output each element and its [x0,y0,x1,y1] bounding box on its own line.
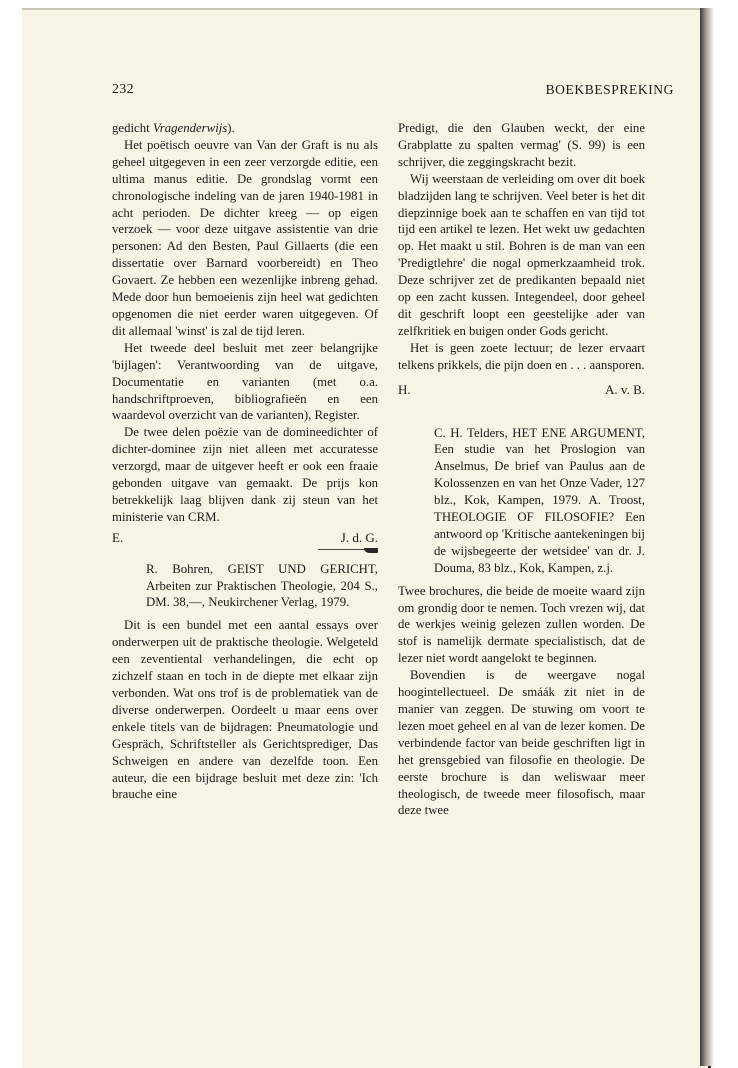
review-heading: C. H. Telders, HET ENE ARGUMENT, Een studie van het Proslogion van Anselmus, De brief van Paulus aan de Kolossenzen en van het Onze Vader, 127 blz., Kok, Kampen, 1979. A. Troost, THEOLOGIE OF FILOSOFIE? Een antwoord op 'Kritische aantekeningen bij de wijsbegeerte der wetsidee' van dr. J. Douma, 83 blz., Kok, Kampen, z.j. [434,425,645,575]
review-body: Twee brochures, die beide de moeite waard zijn om grondig door te nemen. Toch vrezen wij, dat de werkjes weinig gelezen zullen worden. De stof is namelijk dermate specialistisch, dat de lezer niet wordt aangelokt te beginnen. [398,583,645,666]
opening-line: gedicht Vragenderwijs). [112,121,235,135]
paragraph: Predigt, die den Glauben weckt, der eine Grabplatte zu spalten vermag' (S. 99) is een schrijver, die zeggingskracht bezit. [398,121,645,169]
page-number: 232 [112,82,134,97]
paragraph: Het poëtisch oeuvre van Van der Graft is nu als geheel uitgegeven in een zeer verzorgde editie, een ultima manus editie. De grondslag vormt een chronologische indeling van de jaren 1940-1981 in acht perioden. De dichter kreeg — op eigen verzoek — voor deze uitgave assistentie van drie personen: Ad den Besten, Paul Gillaerts (die een dissertatie over Barnard voorbereidt) en Theo Govaert. Ze hebben een wezenlijke inbreng gehad. Mede door hun bemoeienis zijn heel wat gedichten opgenomen die niet eerder waren uitgegeven. Of dit allemaal 'winst' is zal de tijd leren. [112,137,378,338]
poem-title: Vragenderwijs [152,121,228,135]
signature-author: A. v. B. [605,381,645,397]
left-column [112,120,378,803]
review-signature [112,530,378,547]
review-signature [398,382,645,399]
paragraph: Wij weerstaan de verleiding om over dit boek bladzijden lang te schrijven. Veel beter is het dit diepzinnige boek aan te schaffen en van tijd tot tijd een artikel te lezen. Het wekt uw gedachten op. Het maakt u stil. Bohren is de man van een 'Predigtlehre' die nogal opmerkzaamheid trok. Deze schrijver zet de predikanten bepaald niet op een zacht kussen. Integendeel, door geheel dit geschrift loopt een geestelijke ader van zelfkritiek en buigen onder Gods gericht. [398,171,645,338]
end-ornament [112,547,378,557]
running-head: BOEKBESPREKING [545,82,674,97]
scan-edge-shadow [700,8,714,1066]
review-heading: R. Bohren, GEIST UND GERICHT, Arbeiten zur Praktischen Theologie, 204 S., DM. 38,—, Neukirchener Verlag, 1979. [146,561,378,610]
paragraph: De twee delen poëzie van de domineedichter of dichter-dominee zijn niet alleen met accuratesse verzorgd, maar de uitgever heeft er ook een fraaie gebonden uitgave van gemaakt. De prijs kon betrekkelijk laag blijven dank zij steun van het ministerie van CRM. [112,425,378,524]
paragraph: Het tweede deel besluit met zeer belangrijke 'bijlagen': Verantwoording van de uitgave, Documentatie en varianten (met o.a. handschriftproeven, bibliografieën en een waardevol overzicht van de varianten), Register. [112,340,378,423]
signature-initial: E. [112,529,124,545]
right-column [398,120,645,819]
review-body: Bovendien is de weergave nogal hoogintellectueel. De smáák zit niet in de manier van zeggen. De stuwing om voort te lezen moet geheel en al van de lezer komen. De verbindende factor van beide geschriften ligt in het grensgebied van filosofie en theologie. De eerste brochure is dan weliswaar meer theologisch, de tweede meer filosofisch, maar deze twee [398,668,645,818]
paragraph: Het is geen zoete lectuur; de lezer ervaart telkens prikkels, die pijn doen en . . . aansporen. [398,340,645,372]
signature-author: J. d. G. [340,529,378,545]
signature-initial: H. [398,381,411,397]
review-body: Dit is een bundel met een aantal essays over onderwerpen uit de praktische theologie. Welgeteld een zeventiental verhandelingen, die echt op zichzelf staan en toch in de diepte met elkaar zijn verbonden. Wat ons trof is de problematiek van de diverse onderwerpen. Oordeelt u maar eens over enkele titels van de bijdragen: Pneumatologie und Gespräch, Schriftsteller als Gerichtsprediger, Das Schweigen en andere van dezelfde toon. Een auteur, die een bijdrage besluit met deze zin: 'Ich brauche eine [112,618,378,802]
